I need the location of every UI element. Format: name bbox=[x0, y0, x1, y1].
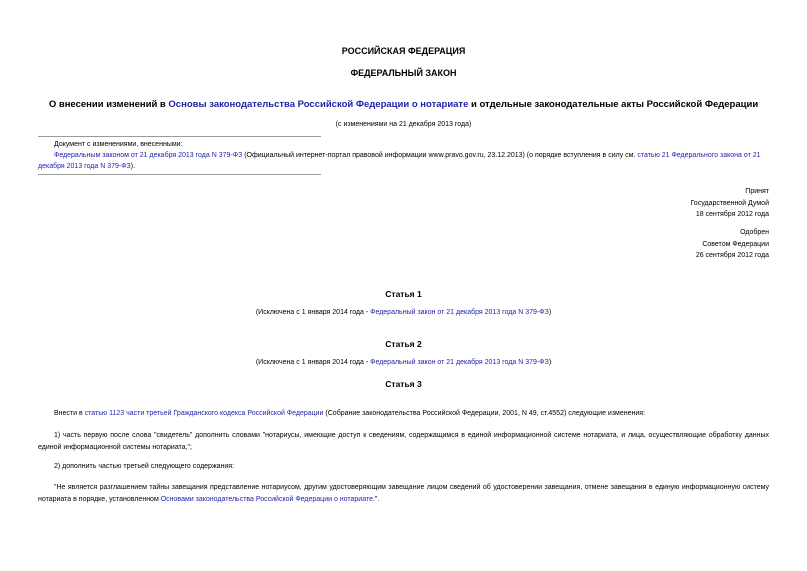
article-2-note-suffix: ) bbox=[548, 359, 552, 366]
country-heading: РОССИЙСКАЯ ФЕДЕРАЦИЯ bbox=[341, 46, 466, 56]
council-date: 26 сентября 2012 года bbox=[695, 252, 769, 259]
law-title bbox=[38, 99, 769, 110]
law-379-fz-link[interactable]: Федеральным законом от 21 декабря 2013 года N 379-ФЗ bbox=[54, 152, 243, 159]
notary-fundamentals-link-2[interactable]: Основами законодательства Российской Федерации о нотариате bbox=[160, 496, 373, 503]
amendment-date-note: (с изменениями на 21 декабря 2013 года) bbox=[335, 121, 472, 128]
changes-note-intro: Документ с изменениями, внесенными: bbox=[54, 141, 183, 148]
duma-name: Государственной Думой bbox=[690, 199, 769, 207]
article-21-link[interactable]: статью 21 Федерального закона от 21 декабря 2013 года N 379-ФЗ bbox=[38, 152, 761, 170]
title-prefix: О внесении изменений в bbox=[48, 99, 169, 110]
new-part-text-suffix: .". bbox=[372, 496, 380, 503]
changes-note bbox=[38, 139, 769, 172]
article-1-note-suffix: ) bbox=[548, 309, 552, 316]
article-1-note-prefix: (Исключена с 1 января 2014 года - bbox=[255, 309, 371, 316]
changes-note-body bbox=[38, 150, 769, 172]
article-2-law-link[interactable]: Федеральный закон от 21 декабря 2013 года N 379-ФЗ bbox=[370, 359, 549, 366]
article-3-intro bbox=[38, 408, 769, 420]
article-1-excluded-note bbox=[38, 309, 769, 316]
article-1-heading: Статья 1 bbox=[385, 289, 422, 299]
civil-code-article-1123-link[interactable]: статью 1123 части третьей Гражданского кодекса Российской Федерации bbox=[84, 410, 324, 417]
article-3-item-2: 2) дополнить частью третьей следующего содержания: bbox=[54, 463, 235, 470]
article-2-heading: Статья 2 bbox=[385, 339, 422, 349]
changes-note-text: (Официальный интернет-портал правовой информации www.pravo.gov.ru, 23.12.2013) (о порядке вступления в силу см. bbox=[242, 152, 638, 159]
document-type-heading: ФЕДЕРАЛЬНЫЙ ЗАКОН bbox=[350, 68, 457, 78]
title-suffix: и отдельные законодательные акты Российской Федерации bbox=[468, 99, 759, 110]
article-3-item-1: 1) часть первую после слова "свидетель" дополнить словами "нотариусы, имеющие доступ к сведениям, содержащимся в единой информационной системе нотариата, и лица, осуществляющие обработку данных единой информационной системы нотариата,"; bbox=[38, 432, 769, 451]
note-top-divider bbox=[38, 136, 321, 137]
council-approval bbox=[696, 227, 769, 262]
article-2-excluded-note bbox=[38, 359, 769, 366]
article-3-intro-prefix: Внести в bbox=[54, 410, 85, 417]
duma-date: 18 сентября 2012 года bbox=[695, 211, 769, 218]
duma-adoption bbox=[690, 186, 769, 221]
notary-fundamentals-link[interactable]: Основы законодательства Российской Федерации о нотариате bbox=[168, 99, 469, 110]
new-part-text-prefix: "Не является разглашением тайны завещания представление нотариусом, другим удостоверяющим завещание лицом сведений об удостоверении завещания, отмене завещания в единую информационную систему нотариата в порядке, установленном bbox=[38, 484, 769, 503]
council-approved-label: Одобрен bbox=[740, 229, 769, 236]
note-bottom-divider bbox=[38, 174, 321, 175]
article-2-note-prefix: (Исключена с 1 января 2014 года - bbox=[255, 359, 371, 366]
duma-adopted-label: Принят bbox=[745, 188, 769, 195]
article-3-new-part-text bbox=[38, 482, 769, 506]
changes-note-end: ). bbox=[130, 163, 136, 170]
article-3-intro-suffix: (Собрание законодательства Российской Федерации, 2001, N 49, ст.4552) следующие изменения: bbox=[323, 410, 646, 417]
article-3-heading: Статья 3 bbox=[385, 379, 422, 389]
council-name: Советом Федерации bbox=[702, 240, 769, 248]
article-1-law-link[interactable]: Федеральный закон от 21 декабря 2013 года N 379-ФЗ bbox=[370, 309, 549, 316]
